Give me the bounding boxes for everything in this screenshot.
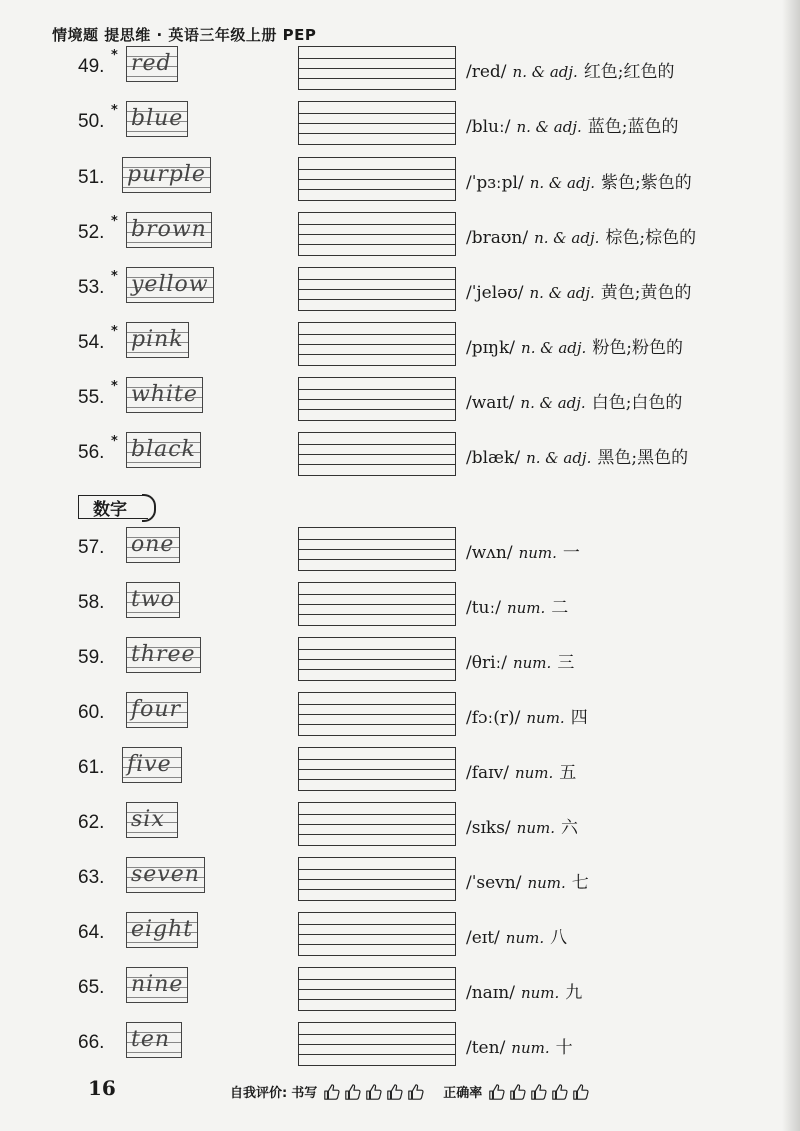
trace-word-box: black <box>126 432 201 468</box>
definition <box>466 57 675 82</box>
part-of-speech: num. <box>526 709 565 727</box>
trace-word-box: nine <box>126 967 188 1003</box>
vocab-row <box>0 44 800 94</box>
vocab-row <box>0 265 800 315</box>
vocab-row <box>0 910 800 960</box>
part-of-speech: n. & adj. <box>516 118 582 136</box>
vocab-row <box>0 635 800 685</box>
thumbs-up-icon[interactable] <box>407 1083 425 1101</box>
meaning: 棕色;棕色的 <box>605 228 697 248</box>
part-of-speech: num. <box>527 874 566 892</box>
item-number: 64. <box>78 922 105 943</box>
phonetic: /eɪt/ <box>466 928 500 948</box>
part-of-speech: n. & adj. <box>512 63 578 81</box>
meaning: 四 <box>570 708 588 728</box>
writing-box[interactable] <box>298 157 456 201</box>
star-mark: * <box>111 103 118 118</box>
meaning: 白色;白色的 <box>591 393 683 413</box>
thumbs-up-icon[interactable] <box>386 1083 404 1101</box>
part-of-speech: n. & adj. <box>529 174 595 192</box>
thumbs-up-icon[interactable] <box>509 1083 527 1101</box>
trace-word-box: yellow <box>126 267 214 303</box>
item-number: 66. <box>78 1032 105 1053</box>
writing-label: 书写 <box>291 1086 318 1101</box>
item-number: 56. <box>78 442 105 463</box>
definition <box>466 112 678 137</box>
item-number: 62. <box>78 812 105 833</box>
part-of-speech: num. <box>520 984 560 1002</box>
part-of-speech: n. & adj. <box>529 284 595 302</box>
writing-box[interactable] <box>298 101 456 145</box>
vocab-row <box>0 745 800 795</box>
phonetic: /braʊn/ <box>466 228 529 248</box>
phonetic: /tuː/ <box>466 598 501 618</box>
thumbs-up-icon[interactable] <box>488 1083 506 1101</box>
part-of-speech: num. <box>506 599 546 617</box>
writing-box[interactable] <box>298 212 456 256</box>
meaning: 八 <box>550 928 568 948</box>
item-number: 55. <box>78 387 105 408</box>
definition <box>466 443 688 468</box>
writing-box[interactable] <box>298 912 456 956</box>
thumbs-up-icon[interactable] <box>551 1083 569 1101</box>
writing-box[interactable] <box>298 527 456 571</box>
vocab-row <box>0 375 800 425</box>
vocab-row <box>0 430 800 480</box>
phonetic: /ˈjeləʊ/ <box>466 283 524 303</box>
part-of-speech: num. <box>512 654 552 672</box>
page-number: 16 <box>88 1076 116 1100</box>
item-number: 59. <box>78 647 105 668</box>
meaning: 二 <box>551 598 569 618</box>
trace-word-box: blue <box>126 101 188 137</box>
trace-word-box: eight <box>126 912 198 948</box>
vocab-row <box>0 855 800 905</box>
item-number: 57. <box>78 537 105 558</box>
meaning: 黄色;黄色的 <box>600 283 692 303</box>
accuracy-rating[interactable] <box>488 1083 590 1101</box>
item-number: 60. <box>78 702 105 723</box>
definition <box>466 978 582 1003</box>
star-mark: * <box>111 269 118 284</box>
thumbs-up-icon[interactable] <box>572 1083 590 1101</box>
writing-box[interactable] <box>298 377 456 421</box>
meaning: 五 <box>559 763 577 783</box>
writing-box[interactable] <box>298 802 456 846</box>
definition <box>466 538 580 563</box>
writing-rating[interactable] <box>323 1083 425 1101</box>
item-number: 65. <box>78 977 105 998</box>
vocab-row <box>0 99 800 149</box>
part-of-speech: n. & adj. <box>520 394 586 412</box>
definition <box>466 593 568 618</box>
item-number: 49. <box>78 56 105 77</box>
definition <box>466 1033 573 1058</box>
meaning: 黑色;黑色的 <box>597 448 689 468</box>
trace-word-box: one <box>126 527 180 563</box>
trace-word-box: five <box>122 747 182 783</box>
trace-word-box: white <box>126 377 203 413</box>
writing-box[interactable] <box>298 857 456 901</box>
part-of-speech: num. <box>511 1039 550 1057</box>
trace-word-box: six <box>126 802 178 838</box>
writing-box[interactable] <box>298 267 456 311</box>
meaning: 蓝色;蓝色的 <box>587 117 679 137</box>
phonetic: /waɪt/ <box>466 393 515 413</box>
star-mark: * <box>111 379 118 394</box>
meaning: 十 <box>555 1038 573 1058</box>
vocab-row <box>0 580 800 630</box>
phonetic: /faɪv/ <box>466 763 509 783</box>
trace-word-box: two <box>126 582 180 618</box>
meaning: 红色;红色的 <box>583 62 675 82</box>
writing-box[interactable] <box>298 692 456 736</box>
trace-word-box: seven <box>126 857 205 893</box>
phonetic: /θriː/ <box>466 653 507 673</box>
phonetic: /blæk/ <box>466 448 521 468</box>
page-header: 情境题 提思维 · 英语三年级上册 PEP <box>52 26 317 44</box>
phonetic: /naɪn/ <box>466 983 515 1003</box>
meaning: 九 <box>565 983 583 1003</box>
writing-box[interactable] <box>298 432 456 476</box>
meaning: 一 <box>562 543 580 563</box>
trace-word-box: three <box>126 637 201 673</box>
part-of-speech: num. <box>516 819 555 837</box>
trace-word-box: pink <box>126 322 189 358</box>
phonetic: /wʌn/ <box>466 543 513 563</box>
item-number: 63. <box>78 867 105 888</box>
phonetic: /pɪŋk/ <box>466 338 516 358</box>
trace-word-box: brown <box>126 212 212 248</box>
vocab-row <box>0 210 800 260</box>
definition <box>466 758 576 783</box>
item-number: 61. <box>78 757 105 778</box>
definition <box>466 703 588 728</box>
vocab-row <box>0 525 800 575</box>
thumbs-up-icon[interactable] <box>344 1083 362 1101</box>
vocab-row <box>0 1020 800 1070</box>
item-number: 50. <box>78 111 105 132</box>
definition <box>466 168 692 193</box>
trace-word-box: red <box>126 46 178 82</box>
trace-word-box: ten <box>126 1022 182 1058</box>
star-mark: * <box>111 434 118 449</box>
writing-box[interactable] <box>298 967 456 1011</box>
thumbs-up-icon[interactable] <box>530 1083 548 1101</box>
meaning: 粉色;粉色的 <box>592 338 684 358</box>
part-of-speech: num. <box>518 544 557 562</box>
phonetic: /fɔː(r)/ <box>466 708 521 728</box>
phonetic: /ˈsevn/ <box>466 873 522 893</box>
definition <box>466 333 683 358</box>
vocab-row <box>0 155 800 205</box>
accuracy-label: 正确率 <box>443 1086 483 1101</box>
vocab-row <box>0 320 800 370</box>
part-of-speech: num. <box>514 764 554 782</box>
phonetic: /ˈpɜːpl/ <box>466 173 524 193</box>
star-mark: * <box>111 324 118 339</box>
meaning: 三 <box>557 653 575 673</box>
definition <box>466 223 696 248</box>
vocab-row <box>0 690 800 740</box>
definition <box>466 923 567 948</box>
meaning: 七 <box>571 873 589 893</box>
writing-box[interactable] <box>298 747 456 791</box>
part-of-speech: n. & adj. <box>521 339 587 357</box>
writing-box[interactable] <box>298 1022 456 1066</box>
vocab-row <box>0 800 800 850</box>
part-of-speech: n. & adj. <box>534 229 600 247</box>
item-number: 52. <box>78 222 105 243</box>
phonetic: /bluː/ <box>466 117 511 137</box>
star-mark: * <box>111 214 118 229</box>
thumbs-up-icon[interactable] <box>323 1083 341 1101</box>
phonetic: /ten/ <box>466 1038 506 1058</box>
phonetic: /sɪks/ <box>466 818 511 838</box>
trace-word-box: four <box>126 692 188 728</box>
item-number: 53. <box>78 277 105 298</box>
writing-box[interactable] <box>298 322 456 366</box>
definition <box>466 813 578 838</box>
definition <box>466 648 574 673</box>
trace-word-box: purple <box>122 157 211 193</box>
writing-box[interactable] <box>298 46 456 90</box>
item-number: 51. <box>78 167 105 188</box>
part-of-speech: num. <box>505 929 545 947</box>
meaning: 紫色;紫色的 <box>601 173 692 193</box>
phonetic: /red/ <box>466 62 507 82</box>
definition <box>466 278 692 303</box>
definition <box>466 388 682 413</box>
section-label-numbers: 数字 <box>78 495 148 519</box>
item-number: 58. <box>78 592 105 613</box>
self-evaluation <box>230 1082 608 1101</box>
self-eval-label: 自我评价: <box>230 1086 288 1101</box>
part-of-speech: n. & adj. <box>526 449 592 467</box>
meaning: 六 <box>560 818 578 838</box>
vocab-row <box>0 965 800 1015</box>
definition <box>466 868 589 893</box>
writing-box[interactable] <box>298 582 456 626</box>
writing-box[interactable] <box>298 637 456 681</box>
star-mark: * <box>111 48 118 63</box>
item-number: 54. <box>78 332 105 353</box>
thumbs-up-icon[interactable] <box>365 1083 383 1101</box>
